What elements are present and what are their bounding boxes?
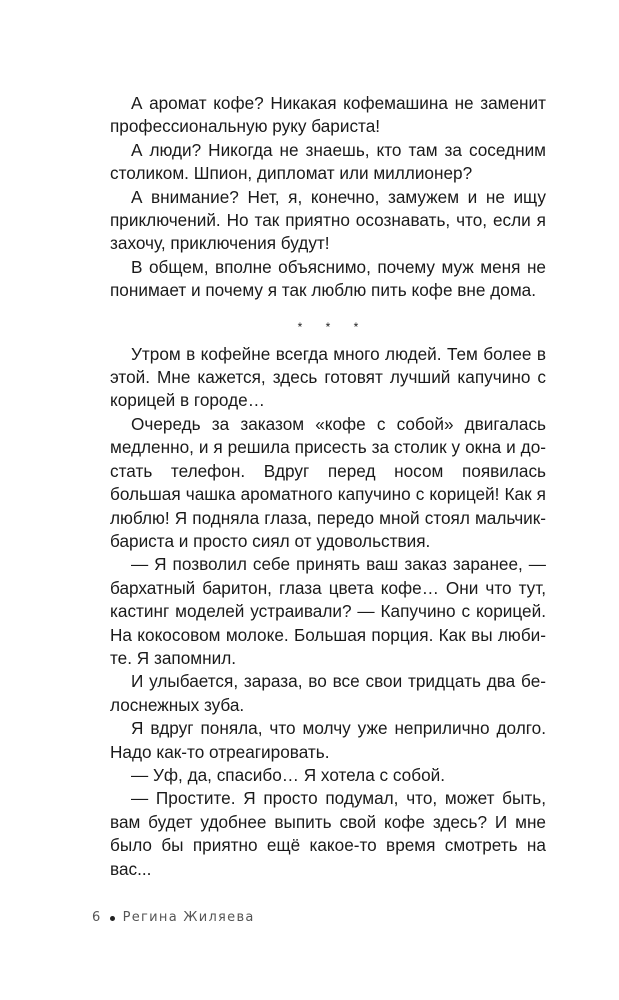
section-separator: * * *: [297, 319, 369, 334]
paragraph: А внимание? Нет, я, конечно, замужем и не ищу приключений. Но так приятно осознавать, что, если я захочу, приключения будут!: [110, 186, 546, 254]
paragraph: — Уф, да, спасибо… Я хотела с собой.: [131, 764, 446, 785]
paragraph: — Я позволил себе принять ваш заказ заранее, — бархатный баритон, глаза цвета кофе… Они что тут, кастинг моделей устраивали? — Капучино с корицей. На кокосовом молоке. Большая порция. Как вы любите. Я запомнил.: [110, 554, 546, 668]
paragraph: Очередь за заказом «кофе с собой» двигалась медленно, и я решила присесть за столик у окна и достать телефон. Вдруг перед носом появилась большая чашка ароматного капучино с корицей! Как я люблю! Я подняла глаза, передо мной стоял мальчик-бариста и просто сиял от удовольствия.: [110, 413, 546, 551]
paragraph: Я вдруг поняла, что молчу уже неприлично долго. Надо как-то отреагировать.: [110, 718, 546, 762]
paragraph: В общем, вполне объяснимо, почему муж меня не понимает и почему я так люблю пить кофе вне дома.: [110, 256, 546, 301]
paragraph: И улыбается, зараза, во все свои тридцать два белоснежных зуба.: [110, 671, 546, 715]
paragraph: А люди? Никогда не знаешь, кто там за соседним столиком. Шпион, дипломат или миллионер?: [110, 139, 546, 184]
author-name: Регина Жиляева: [122, 910, 255, 925]
running-footer: [92, 909, 546, 927]
paragraph: А аромат кофе? Никакая кофемашина не заменит профессиональную руку бариста!: [110, 93, 546, 137]
page-number: 6: [92, 910, 102, 925]
paragraph: — Простите. Я просто подумал, что, может быть, вам будет удобнее выпить свой кофе здесь? И мне было бы приятно ещё какое-то время смотреть на вас...: [110, 788, 546, 879]
book-page: [110, 92, 546, 881]
bullet-icon: [110, 916, 115, 921]
paragraph: Утром в кофейне всегда много людей. Тем более в этой. Мне кажется, здесь готовят лучший капучино с корицей в городе…: [110, 343, 546, 411]
